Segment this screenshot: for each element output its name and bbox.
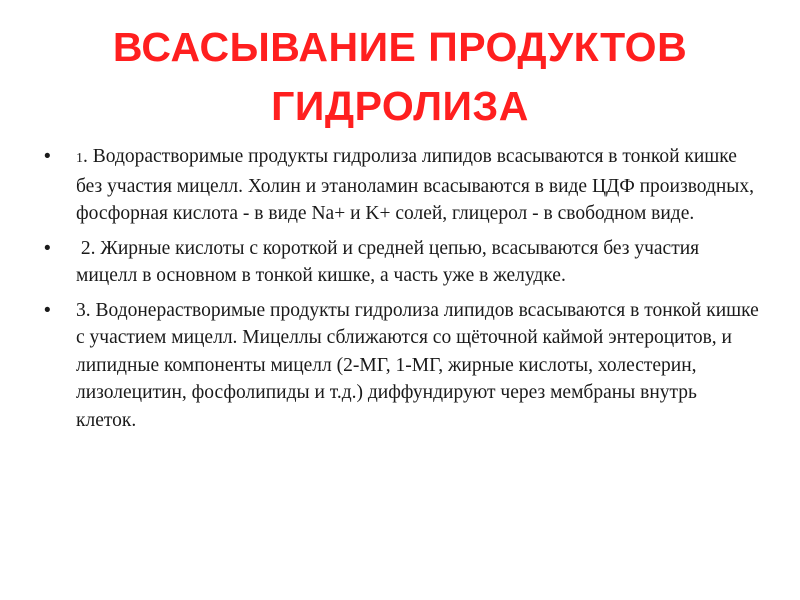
bullet-number: 1	[76, 151, 83, 166]
bullet-text: . Водорастворимые продукты гидролиза липидов всасываются в тонкой кишке без участия мицелл. Холин и этаноламин всасываются в виде ЦДФ производных, фосфорная кислота - в виде Na+ и K+ солей, глицерол - в свободном виде.	[76, 146, 755, 224]
bullet-dot-icon: •	[44, 299, 51, 321]
slide-title	[40, 18, 760, 136]
bullet-text: 2. Жирные кислоты с короткой и средней цепью, всасываются без участия мицелл в основном в тонкой кишке, а часть уже в желудке.	[76, 237, 705, 286]
bullet-list	[0, 143, 800, 441]
bullet-dot-icon: •	[44, 237, 51, 259]
bullet-text: 3. Водонерастворимые продукты гидролиза липидов всасываются в тонкой кишке с участием мицелл. Мицеллы сближаются со щёточной каймой энтероцитов, и липидные компоненты мицелл (2-МГ, 1-МГ, жирные кислоты, холестерин, лизолецитин, фосфолипиды и т.д.) диффундируют через мембраны внутрь клеток.	[76, 299, 759, 431]
bullet-item-2	[0, 235, 800, 290]
bullet-item-1	[0, 143, 800, 228]
bullet-dot-icon: •	[44, 146, 51, 167]
title-line-2: ГИДРОЛИЗА	[271, 83, 529, 129]
title-line-1: ВСАСЫВАНИЕ ПРОДУКТОВ	[112, 24, 688, 70]
bullet-item-3	[0, 297, 800, 435]
